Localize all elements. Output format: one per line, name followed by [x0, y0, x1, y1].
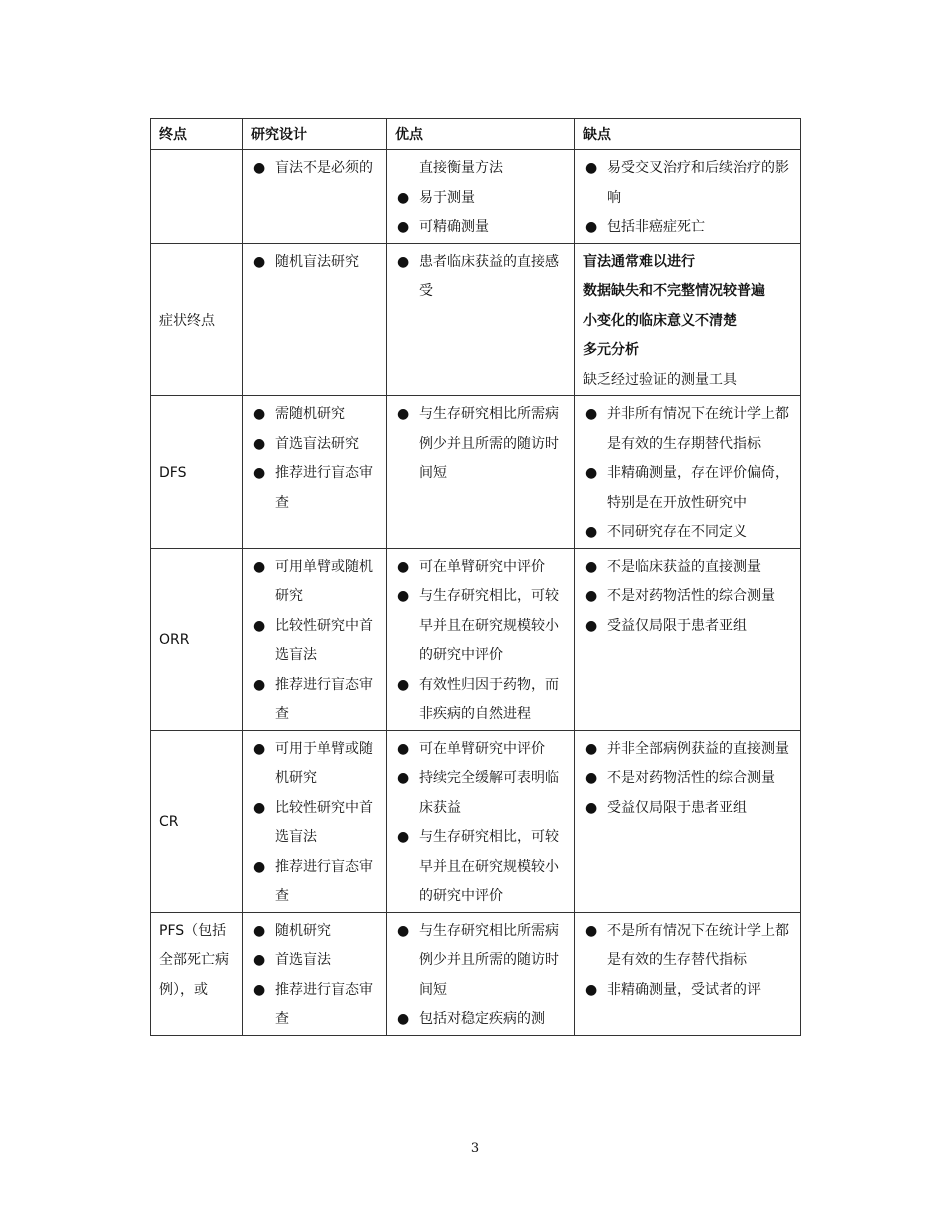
header-cons: 缺点	[575, 119, 801, 150]
design-cell	[243, 730, 387, 912]
design-cell	[243, 243, 387, 396]
list-item: ● 与生存研究相比所需病例少并且所需的随访时间短	[395, 400, 568, 489]
list-item: 直接衡量方法	[419, 160, 503, 176]
table-row	[151, 730, 801, 912]
pros-cell	[387, 548, 575, 730]
cons-text: 盲法通常难以进行	[583, 253, 695, 270]
list-item: ● 受益仅局限于患者亚组	[583, 612, 794, 642]
pros-cell	[387, 396, 575, 549]
list-item: ● 并非全部病例获益的直接测量	[583, 735, 794, 765]
table-row	[151, 243, 801, 396]
table-header-row	[151, 119, 801, 150]
endpoint-cell	[151, 150, 243, 244]
header-design: 研究设计	[243, 119, 387, 150]
pros-cell	[387, 730, 575, 912]
endpoint-cell: ORR	[151, 548, 243, 730]
design-cell	[243, 396, 387, 549]
list-item: ● 与生存研究相比，可较早并且在研究规模较小的研究中评价	[395, 582, 568, 671]
list-item: ● 非精确测量，存在评价偏倚，特别是在开放性研究中	[583, 459, 794, 518]
list-item: ● 持续完全缓解可表明临床获益	[395, 764, 568, 823]
list-item: ● 与生存研究相比，可较早并且在研究规模较小的研究中评价	[395, 823, 568, 912]
list-item: ● 盲法不是必须的	[251, 154, 380, 184]
list-item: ● 易受交叉治疗和后续治疗的影响	[583, 154, 794, 213]
list-item: ● 比较性研究中首选盲法	[251, 612, 380, 671]
list-item: ● 不是临床获益的直接测量	[583, 553, 794, 583]
list-item: ● 不是对药物活性的综合测量	[583, 582, 794, 612]
list-item: ● 可用单臂或随机研究	[251, 553, 380, 612]
list-item: ● 并非所有情况下在统计学上都是有效的生存期替代指标	[583, 400, 794, 459]
list-item: ● 可精确测量	[395, 213, 568, 243]
list-item: ● 随机研究	[251, 917, 380, 947]
list-item: ● 可在单臂研究中评价	[395, 553, 568, 583]
cons-cell	[575, 150, 801, 244]
list-item: ● 可在单臂研究中评价	[395, 735, 568, 765]
list-item: ● 易于测量	[395, 184, 568, 214]
cons-text: 数据缺失和不完整情况较普遍	[583, 283, 765, 299]
list-item: ● 推荐进行盲态审查	[251, 459, 380, 518]
cons-cell	[575, 548, 801, 730]
list-item: ● 受益仅局限于患者亚组	[583, 794, 794, 824]
design-cell	[243, 912, 387, 1035]
design-cell	[243, 150, 387, 244]
cons-cell	[575, 243, 801, 396]
list-item: ● 包括非癌症死亡	[583, 213, 794, 243]
list-item: ● 可用于单臂或随机研究	[251, 735, 380, 794]
table-row	[151, 548, 801, 730]
endpoint-cell: PFS（包括全部死亡病例），或	[151, 912, 243, 1035]
list-item: ● 比较性研究中首选盲法	[251, 794, 380, 853]
list-item: ● 首选盲法	[251, 946, 380, 976]
list-item: ● 不同研究存在不同定义	[583, 518, 794, 548]
list-item: ● 推荐进行盲态审查	[251, 853, 380, 912]
endpoint-cell: 症状终点	[151, 243, 243, 396]
pros-cell	[387, 912, 575, 1035]
endpoint-cell: DFS	[151, 396, 243, 549]
table-row	[151, 396, 801, 549]
list-item: ● 首选盲法研究	[251, 430, 380, 460]
table-row	[151, 150, 801, 244]
header-pros: 优点	[387, 119, 575, 150]
pros-cell	[387, 243, 575, 396]
list-item: ● 不是对药物活性的综合测量	[583, 764, 794, 794]
header-endpoint: 终点	[151, 119, 243, 150]
table-row	[151, 912, 801, 1035]
list-item: ● 有效性归因于药物，而非疾病的自然进程	[395, 671, 568, 730]
list-item: ● 推荐进行盲态审查	[251, 976, 380, 1035]
list-item: ● 不是所有情况下在统计学上都是有效的生存替代指标	[583, 917, 794, 976]
design-cell	[243, 548, 387, 730]
cons-text: 小变化的临床意义不清楚	[583, 312, 737, 329]
cons-text: 多元分析	[583, 342, 639, 358]
list-item: ● 患者临床获益的直接感受	[395, 248, 568, 307]
list-item: ● 与生存研究相比所需病例少并且所需的随访时间短	[395, 917, 568, 1006]
list-item: ● 需随机研究	[251, 400, 380, 430]
endpoint-cell: CR	[151, 730, 243, 912]
cons-text: 缺乏经过验证的测量工具	[583, 371, 737, 388]
list-item: ● 包括对稳定疾病的测	[395, 1005, 568, 1035]
cons-cell	[575, 730, 801, 912]
pros-cell	[387, 150, 575, 244]
page-number: 3	[470, 1141, 480, 1156]
cons-cell	[575, 396, 801, 549]
list-item: ● 随机盲法研究	[251, 248, 380, 278]
list-item: ● 非精确测量，受试者的评	[583, 976, 794, 1006]
list-item: ● 推荐进行盲态审查	[251, 671, 380, 730]
cons-cell	[575, 912, 801, 1035]
endpoint-comparison-table	[150, 118, 801, 1036]
